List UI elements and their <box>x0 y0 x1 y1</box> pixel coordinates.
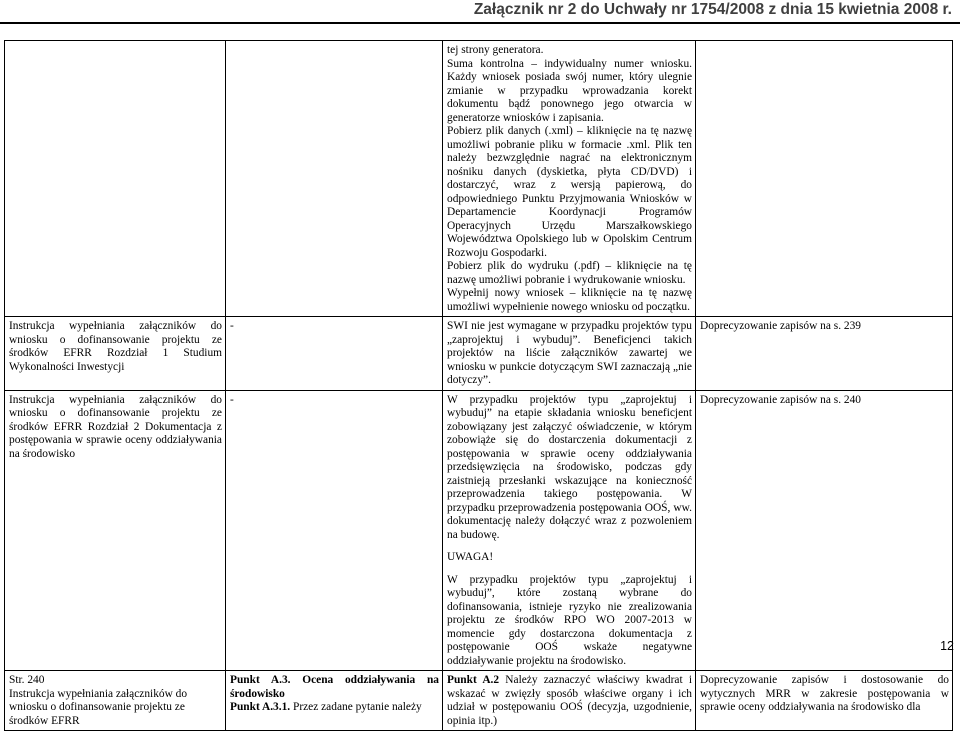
table-cell <box>5 390 226 671</box>
paragraph: Pobierz plik danych (.xml) – kliknięcie na tę nazwę umożliwi pobranie pliku w formacie .xml. Plik ten należy bezwzględnie nagrać na elektronicznym nośniku danych (dyskietka, płyta CD/DVD) i dostarczyć, wraz z wersją papierową, do odpowiedniego Punktu Przyjmowania Wniosków w Departamencie Koordynacji Programów Operacyjnych Urzędu Marszałkowskiego Województwa Opolskiego lub w Opolskim Centrum Rozwoju Gospodarki. <box>447 125 692 259</box>
table-cell <box>696 41 953 317</box>
table-cell <box>226 390 443 671</box>
cell-text: Doprecyzowanie zapisów i dostosowanie do wytycznych MRR w zakresie postępowania w sprawie oceny oddziaływania na środowisko dla <box>700 674 949 713</box>
amendments-table <box>4 40 953 731</box>
table-cell <box>443 671 696 731</box>
table-cell <box>696 390 953 671</box>
paragraph: Pobierz plik do wydruku (.pdf) – kliknięcie na tę nazwę umożliwi pobranie i wydrukowanie wniosku. <box>447 260 692 286</box>
cell-text: Instrukcja wypełniania załączników do wniosku o dofinansowanie projektu ze środków EFRR <box>9 687 188 727</box>
table-row <box>5 317 953 391</box>
cell-text <box>230 674 439 701</box>
table-cell <box>5 317 226 391</box>
table-cell <box>5 671 226 731</box>
table-cell <box>443 41 696 317</box>
point-heading: Punkt A.3.1. <box>230 701 291 713</box>
table-row <box>5 671 953 731</box>
paragraph: Suma kontrolna – indywidualny numer wniosku. Każdy wniosek posiada swój numer, który ulegnie zmianie w przypadku wprowadzania korekt dokumentu bądź ponownego jego otwarcia w generatorze wniosków i zapisania. <box>447 57 692 124</box>
cell-text <box>230 701 439 715</box>
table-cell <box>696 671 953 731</box>
cell-text: - <box>230 393 234 406</box>
cell-text: Doprecyzowanie zapisów na s. 240 <box>700 393 861 406</box>
paragraph: tej strony generatora. <box>447 44 544 56</box>
cell-text-rest: Przez zadane pytanie należy <box>290 701 422 713</box>
page-reference: Str. 240 <box>9 674 45 686</box>
paragraph: Wypełnij nowy wniosek – kliknięcie na tę nazwę umożliwi wypełnienie nowego wniosku od początku. <box>447 287 692 313</box>
paragraph: W przypadku projektów typu „zaprojektuj i wybuduj”, które zostaną wybrane do dofinansowania, istnieje ryzyko nie zrealizowania projektu ze środków RPO WO 2007-2013 w momencie gdy dostarczona dokumentacja z postępowanie OOŚ wskaże negatywne oddziaływanie projektu na środowisko. <box>447 573 692 667</box>
cell-text <box>447 674 692 728</box>
point-heading: Punkt A.3. Ocena oddziaływania na środowisko <box>230 674 439 700</box>
table-row <box>5 390 953 671</box>
paragraph: W przypadku projektów typu „zaprojektuj i wybuduj” na etapie składania wniosku beneficjent zobowiązany jest załączyć oświadczenie, w którym zobowiąże się do dostarczenia dokumentacji z postępowania w sprawie oceny oddziaływania przedsięwzięcia na środowisko, podczas gdy zaistnieją przesłanki wskazujące na konieczność przeprowadzenia takiego postępowania. W przypadku przeprowadzenia postępowania OOŚ, ww. dokumentację należy dołączyć wraz z pozwoleniem na budowę. <box>447 393 692 541</box>
point-heading: Punkt A.2 <box>447 674 500 686</box>
cell-text: Instrukcja wypełniania załączników do wniosku o dofinansowanie projektu ze środków EFRR Rozdział 1 Studium Wykonalności Inwestycji <box>9 320 222 373</box>
table-row <box>5 41 953 317</box>
document-header-title: Załącznik nr 2 do Uchwały nr 1754/2008 z dnia 15 kwietnia 2008 r. <box>473 1 952 18</box>
cell-text: Doprecyzowanie zapisów na s. 239 <box>700 320 861 332</box>
warning-label: UWAGA! <box>447 551 494 563</box>
table-cell <box>443 390 696 671</box>
table-cell <box>226 671 443 731</box>
table-cell <box>5 41 226 317</box>
table-cell <box>226 41 443 317</box>
table-cell <box>226 317 443 391</box>
cell-text: Instrukcja wypełniania załączników do wniosku o dofinansowanie projektu ze środków EFRR Rozdział 2 Dokumentacja z postępowania w sprawie oceny oddziaływania na środowisko <box>9 393 222 460</box>
cell-text-rest: Należy zaznaczyć właściwy kwadrat i wskazać w zwięzły sposób właściwe organy i ich udział w postępowaniu OOŚ (decyzja, uzgodnienie, opinia itp.) <box>447 674 692 727</box>
cell-text: - <box>230 320 234 332</box>
cell-text: SWI nie jest wymagane w przypadku projektów typu „zaprojektuj i wybuduj”. Beneficjenci takich projektów na liście załączników zawartej we wniosku w punkcie dotyczącym SWI zaznaczają „nie dotyczy”. <box>447 320 692 386</box>
page-number: 12 <box>940 639 954 653</box>
table-cell <box>443 317 696 391</box>
table-cell <box>696 317 953 391</box>
header-rule <box>0 22 960 24</box>
